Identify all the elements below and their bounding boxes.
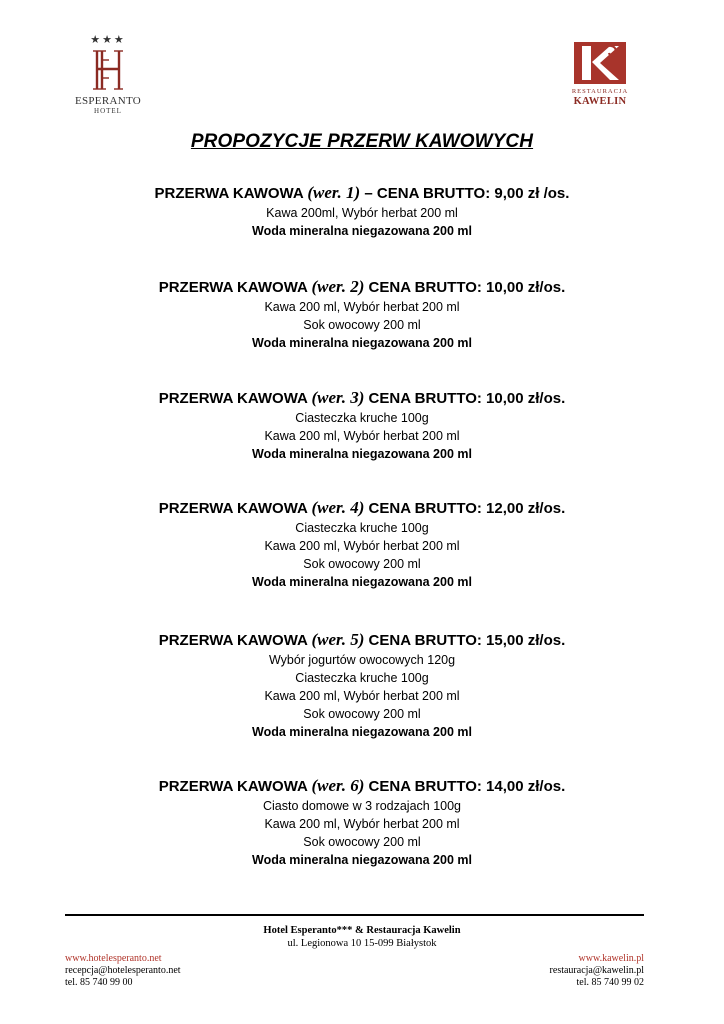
break-label: PRZERWA KAWOWA bbox=[158, 632, 308, 649]
footer-right bbox=[550, 953, 644, 989]
break-option-4 bbox=[0, 497, 724, 591]
break-item: Kawa 200 ml, Wybór herbat 200 ml bbox=[264, 817, 460, 831]
break-version: (wer. 4) bbox=[311, 498, 365, 517]
break-item: Ciasteczka kruche 100g bbox=[295, 411, 429, 425]
break-water: Woda mineralna niegazowana 200 ml bbox=[252, 575, 472, 589]
break-price: CENA BRUTTO: 10,00 zł/os. bbox=[364, 390, 566, 407]
break-heading bbox=[0, 387, 724, 409]
restaurant-phone: tel. 85 740 99 02 bbox=[576, 977, 644, 988]
break-price: – CENA BRUTTO: 9,00 zł /os. bbox=[360, 185, 570, 202]
hotel-monogram-icon bbox=[91, 47, 125, 93]
break-item: Kawa 200ml, Wybór herbat 200 ml bbox=[266, 206, 458, 220]
break-version: (wer. 3) bbox=[311, 388, 365, 407]
break-item: Sok owocowy 200 ml bbox=[303, 707, 421, 721]
break-label: PRZERWA KAWOWA bbox=[158, 279, 308, 296]
restaurant-email-link[interactable]: restauracja@kawelin.pl bbox=[549, 965, 644, 976]
hotel-website-link[interactable]: www.hotelesperanto.net bbox=[65, 953, 162, 964]
hotel-esperanto-logo bbox=[70, 34, 146, 114]
restaurant-logo-small: RESTAURACJA bbox=[571, 88, 629, 95]
hotel-phone: tel. 85 740 99 00 bbox=[65, 977, 133, 988]
break-option-6 bbox=[0, 775, 724, 869]
break-option-2 bbox=[0, 276, 724, 352]
break-option-5 bbox=[0, 629, 724, 741]
hotel-logo-name: ESPERANTO bbox=[74, 95, 142, 107]
break-heading bbox=[0, 497, 724, 519]
restaurant-kawelin-logo bbox=[565, 40, 635, 108]
break-water: Woda mineralna niegazowana 200 ml bbox=[252, 725, 472, 739]
restaurant-logo-big: KAWELIN bbox=[573, 96, 627, 107]
break-item: Kawa 200 ml, Wybór herbat 200 ml bbox=[264, 300, 460, 314]
break-item: Ciasteczka kruche 100g bbox=[295, 521, 429, 535]
break-version: (wer. 2) bbox=[311, 277, 365, 296]
break-item: Kawa 200 ml, Wybór herbat 200 ml bbox=[264, 689, 460, 703]
break-price: CENA BRUTTO: 14,00 zł/os. bbox=[364, 778, 566, 795]
break-heading bbox=[0, 629, 724, 651]
break-version: (wer. 1) bbox=[307, 183, 361, 202]
break-item: Ciasteczka kruche 100g bbox=[295, 671, 429, 685]
break-item: Kawa 200 ml, Wybór herbat 200 ml bbox=[264, 539, 460, 553]
restaurant-website-link[interactable]: www.kawelin.pl bbox=[578, 953, 644, 964]
break-item: Kawa 200 ml, Wybór herbat 200 ml bbox=[264, 429, 460, 443]
footer-center bbox=[0, 924, 724, 950]
break-heading bbox=[0, 182, 724, 204]
break-water: Woda mineralna niegazowana 200 ml bbox=[252, 336, 472, 350]
footer-company: Hotel Esperanto*** & Restauracja Kawelin bbox=[263, 925, 461, 936]
restaurant-k-monogram-icon bbox=[570, 40, 630, 86]
footer-address: ul. Legionowa 10 15-099 Białystok bbox=[287, 938, 437, 949]
break-label: PRZERWA KAWOWA bbox=[158, 390, 308, 407]
hotel-stars: ★★★ bbox=[90, 33, 126, 46]
break-label: PRZERWA KAWOWA bbox=[158, 778, 308, 795]
break-item: Wybór jogurtów owocowych 120g bbox=[268, 653, 456, 667]
break-item: Sok owocowy 200 ml bbox=[303, 557, 421, 571]
break-water: Woda mineralna niegazowana 200 ml bbox=[252, 853, 472, 867]
break-item: Sok owocowy 200 ml bbox=[303, 318, 421, 332]
break-heading bbox=[0, 276, 724, 298]
break-heading bbox=[0, 775, 724, 797]
break-item: Ciasto domowe w 3 rodzajach 100g bbox=[262, 799, 462, 813]
footer-left bbox=[65, 953, 181, 989]
break-price: CENA BRUTTO: 10,00 zł/os. bbox=[364, 279, 566, 296]
break-water: Woda mineralna niegazowana 200 ml bbox=[252, 447, 472, 461]
hotel-email-link[interactable]: recepcja@hotelesperanto.net bbox=[65, 965, 181, 976]
break-water: Woda mineralna niegazowana 200 ml bbox=[252, 224, 472, 238]
break-price: CENA BRUTTO: 15,00 zł/os. bbox=[364, 632, 566, 649]
break-version: (wer. 5) bbox=[311, 630, 365, 649]
break-label: PRZERWA KAWOWA bbox=[158, 500, 308, 517]
break-option-1 bbox=[0, 182, 724, 240]
break-version: (wer. 6) bbox=[311, 776, 365, 795]
break-price: CENA BRUTTO: 12,00 zł/os. bbox=[364, 500, 566, 517]
page-title: PROPOZYCJE PRZERW KAWOWYCH bbox=[190, 131, 534, 152]
break-item: Sok owocowy 200 ml bbox=[303, 835, 421, 849]
break-label: PRZERWA KAWOWA bbox=[154, 185, 304, 202]
break-option-3 bbox=[0, 387, 724, 463]
hotel-logo-sub: HOTEL bbox=[94, 107, 122, 115]
footer-divider bbox=[65, 914, 644, 916]
